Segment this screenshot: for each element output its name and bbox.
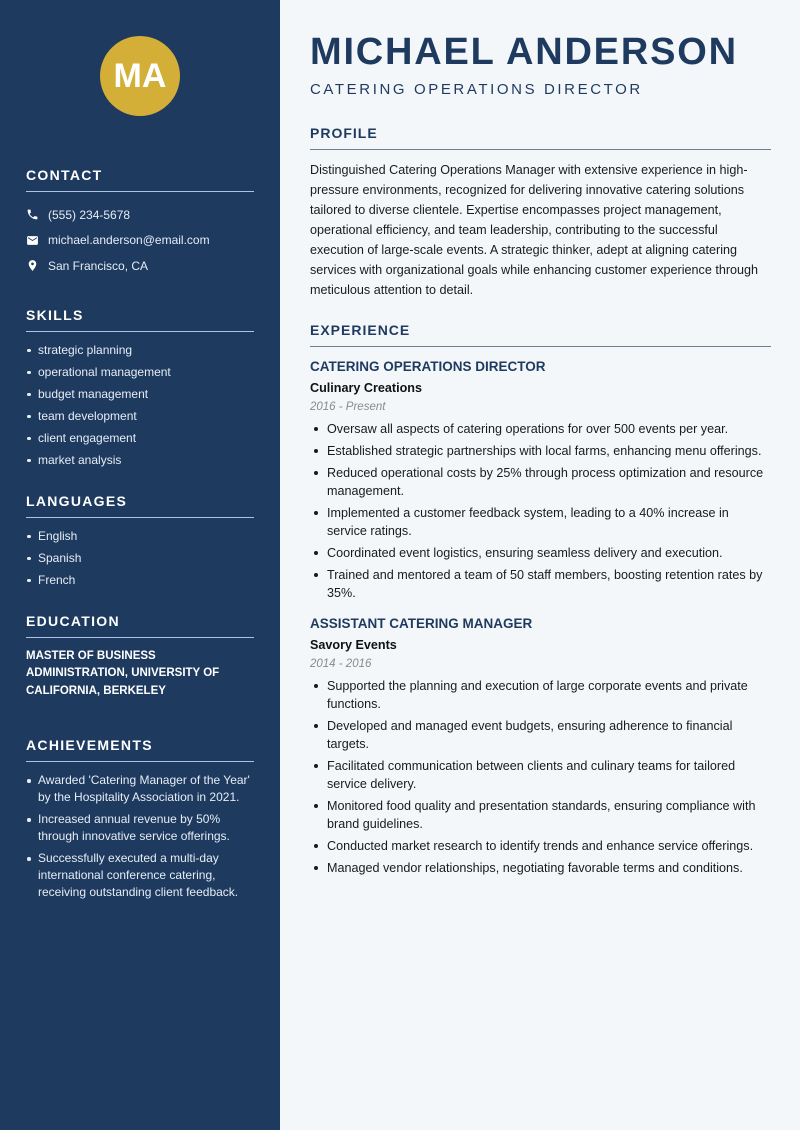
contact-location-text: San Francisco, CA <box>48 258 149 273</box>
contact-email-text: michael.anderson@email.com <box>48 233 210 248</box>
job-bullets <box>310 420 771 602</box>
job-role: ASSISTANT CATERING MANAGER <box>310 616 533 631</box>
achievement-item: Successfully executed a multi-day international conference catering, receiving outstanding client feedback. <box>26 850 254 901</box>
skill-item: operational management <box>26 364 254 381</box>
location-pin-icon <box>26 259 39 272</box>
job-role: CATERING OPERATIONS DIRECTOR <box>310 359 546 374</box>
languages-heading: LANGUAGES <box>26 493 254 518</box>
job-dates: 2014 - 2016 <box>310 658 372 670</box>
contact-section <box>26 167 254 279</box>
education-heading: EDUCATION <box>26 613 254 638</box>
achievements-section <box>26 737 254 901</box>
job-dates: 2016 - Present <box>310 401 386 413</box>
profile-heading: PROFILE <box>310 125 771 150</box>
candidate-title: CATERING OPERATIONS DIRECTOR <box>310 81 643 98</box>
skills-list <box>26 342 254 469</box>
language-item: Spanish <box>26 550 254 567</box>
language-item: French <box>26 572 254 589</box>
sidebar <box>0 0 280 1130</box>
email-icon <box>26 234 39 247</box>
job-bullet: Oversaw all aspects of catering operations for over 500 events per year. <box>310 420 771 438</box>
job-bullet: Trained and mentored a team of 50 staff members, boosting retention rates by 35%. <box>310 566 771 602</box>
avatar <box>100 36 180 116</box>
skill-item: market analysis <box>26 452 254 469</box>
achievement-item: Increased annual revenue by 50% through innovative service offerings. <box>26 811 254 845</box>
profile-section <box>310 125 771 300</box>
candidate-name: MICHAEL ANDERSON <box>310 31 738 73</box>
achievements-list <box>26 772 254 901</box>
education-section <box>26 613 254 701</box>
skill-item: client engagement <box>26 430 254 447</box>
experience-section <box>310 322 771 877</box>
job-bullet: Developed and managed event budgets, ensuring adherence to financial targets. <box>310 717 771 753</box>
contact-heading: CONTACT <box>26 167 254 192</box>
languages-list <box>26 528 254 589</box>
skill-item: team development <box>26 408 254 425</box>
skills-heading: SKILLS <box>26 307 254 332</box>
language-item: English <box>26 528 254 545</box>
job-bullet: Supported the planning and execution of large corporate events and private functions. <box>310 677 771 713</box>
skills-section <box>26 307 254 469</box>
contact-phone <box>26 202 254 228</box>
avatar-initials: MA <box>113 56 167 95</box>
job-bullet: Coordinated event logistics, ensuring seamless delivery and execution. <box>310 544 771 562</box>
achievement-item: Awarded 'Catering Manager of the Year' by the Hospitality Association in 2021. <box>26 772 254 806</box>
main-content <box>280 0 800 1130</box>
skill-item: strategic planning <box>26 342 254 359</box>
experience-heading: EXPERIENCE <box>310 322 771 347</box>
job-bullet: Managed vendor relationships, negotiating favorable terms and conditions. <box>310 859 771 877</box>
contact-phone-text: (555) 234-5678 <box>48 207 131 222</box>
job-company: Culinary Creations <box>310 381 422 395</box>
skill-item: budget management <box>26 386 254 403</box>
languages-section <box>26 493 254 589</box>
job-bullets <box>310 677 771 877</box>
job-bullet: Implemented a customer feedback system, leading to a 40% increase in service ratings. <box>310 504 771 540</box>
profile-summary: Distinguished Catering Operations Manager with extensive experience in high-pressure environments, recognized for delivering innovative catering solutions tailored to diverse clientele. Expertise encompasses project management, operational efficiency, and team leadership, contributing to the successful execution of large-scale events. A strategic thinker, adept at aligning catering services with organizational goals while enhancing customer experience through meticulous attention to detail. <box>310 163 759 297</box>
job-entry <box>310 359 771 602</box>
job-entry <box>310 616 771 877</box>
job-bullet: Reduced operational costs by 25% through process optimization and resource management. <box>310 464 771 500</box>
job-bullet: Conducted market research to identify trends and enhance service offerings. <box>310 837 771 855</box>
achievements-heading: ACHIEVEMENTS <box>26 737 254 762</box>
job-bullet: Facilitated communication between clients and culinary teams for tailored service delivery. <box>310 757 771 793</box>
education-degree: MASTER OF BUSINESS ADMINISTRATION, UNIVERSITY OF CALIFORNIA, BERKELEY <box>26 649 220 697</box>
contact-email <box>26 228 254 254</box>
contact-list <box>26 202 254 279</box>
job-company: Savory Events <box>310 638 397 652</box>
contact-location <box>26 253 254 279</box>
phone-icon <box>26 208 39 221</box>
job-bullet: Established strategic partnerships with local farms, enhancing menu offerings. <box>310 442 771 460</box>
job-bullet: Monitored food quality and presentation standards, ensuring compliance with brand guidelines. <box>310 797 771 833</box>
